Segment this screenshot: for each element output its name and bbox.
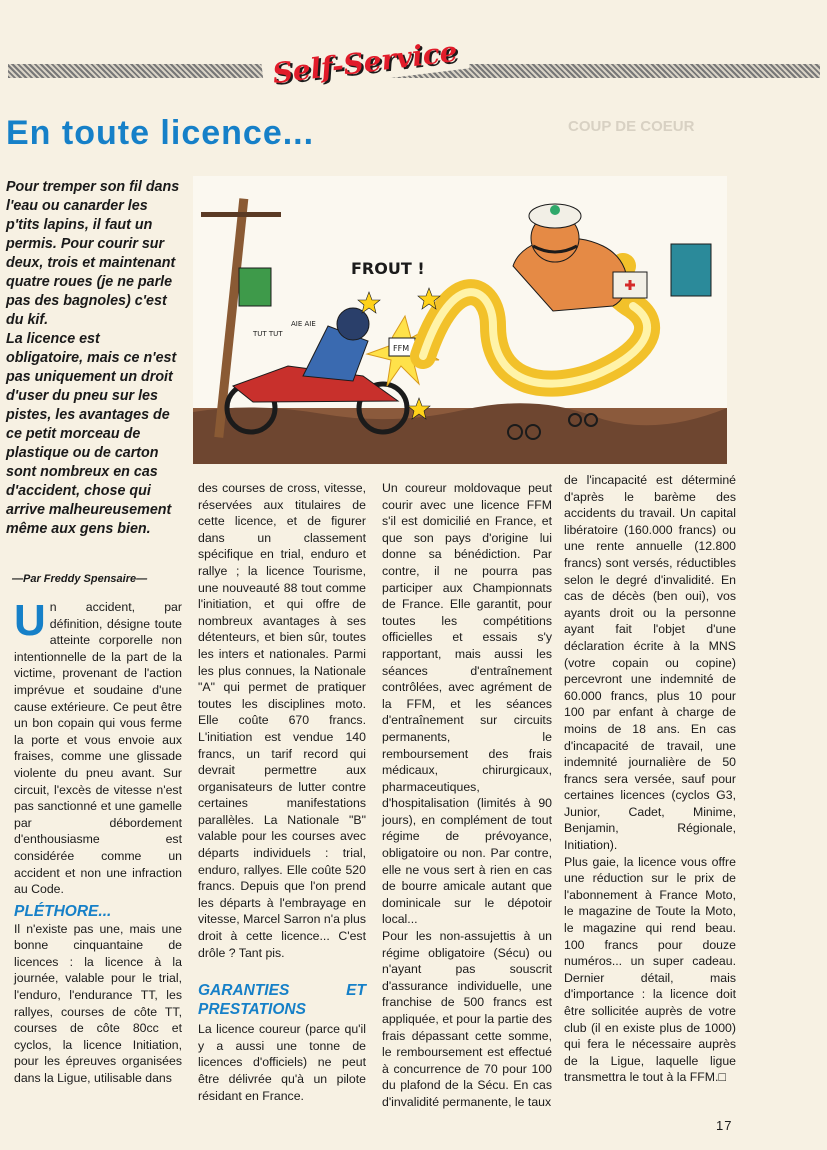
article-column-2 (198, 480, 366, 1104)
page-number: 17 (716, 1118, 733, 1133)
sound-effect-text: FROUT ! (351, 259, 425, 278)
intro-paragraph-1: Pour tremper son fil dans l'eau ou canarder les p'tits lapins, il faut un permis. Pour courir sur deux, trois et maintenant quatre roues (je ne parle pas des bagnoles) c'est du kif. (6, 179, 180, 328)
column-1-text-1: n accident, par définition, désigne toute atteinte corporelle non intentionnelle de la part de la victime, provenant de l'action imprévue et soudaine d'une cause extérieure. Ce peut être un bon copain qui vous ferme la porte et vous envoie aux fraises, comme une glissade violente du pneu avant. Sur circuit, l'excès de vitesse n'est pas sanctionné et une gamelle par débordement d'enthousiasme est considérée comme un accident et non une infraction au Code. (14, 600, 182, 897)
cartoon-illustration (193, 176, 727, 464)
end-of-article-mark: □ (718, 1070, 726, 1085)
column-4-paragraph-2 (564, 854, 736, 1086)
section-tag: Self-Service (261, 32, 470, 94)
article-column-3 (382, 480, 552, 1111)
subhead-garanties: GARANTIES ET PRESTATIONS (198, 982, 366, 1019)
article-title: En toute licence... (6, 114, 315, 152)
column-1-paragraph-2: Il n'existe pas une, mais une bonne cinquantaine de licences : la licence à la journée, valable pour le trial, l'enduro, l'endurance TT, les rallyes, courses de côte TT, courses de côte 80cc et cyclos, la licence Initiation, pour les épreuves organisées dans la Ligue, utilisable dans (14, 921, 182, 1086)
article-intro (6, 178, 180, 539)
column-3-paragraph-1: Un coureur moldovaque peut courir avec une licence FFM s'il est domicilié en France, et que son pays d'origine lui donne sa bénédiction. Par contre, il ne pourra pas participer aux Championnats de France. Elle garantit, pour toutes les compétitions officielles et essais s'y rapportant, mais aussi les séances d'entraînement contrôlées, avec agrément de la FFM, et les séances d'entraînement sur circuits permanents, le remboursement des frais médicaux, chirurgicaux, pharmaceutiques, d'hospitalisation (limités à 90 jours), en complément de tout régime de prévoyance, obligatoire ou non. Par contre, elle ne vous sert à rien en cas de bourre amicale autant que dominicale sur le dépotoir local... (382, 481, 552, 927)
tut-text: TUT TUT (253, 330, 283, 338)
column-2-paragraph-2: La licence coureur (parce qu'il y a aussi une tonne de licences d'officiels) ne peut être délivrée qu'à un pilote résidant en France. (198, 1022, 366, 1103)
article-column-1 (14, 596, 182, 1087)
article-column-4 (564, 472, 736, 1086)
column-1-paragraph-1 (14, 596, 182, 898)
byline: —Par Freddy Spensaire— (12, 573, 148, 585)
column-4-text-2: Plus gaie, la licence vous offre une réduction sur le prix de l'abonnement à France Moto, le magazine de Toute la Moto, le magazine qui rend beau. 100 francs pour douze numéros... un super cadeau. Dernier détail, mais d'importance : la licence doit être sollicitée auprès de votre club (il en existe plus de 1000) qui fera le nécessaire auprès de la Ligue, laquelle ligue transmettra le tout à la FFM. (564, 854, 736, 1085)
show-through-text: COUP DE COEUR (568, 118, 695, 135)
drop-cap: U (14, 596, 46, 645)
intro-paragraph-2: La licence est obligatoire, mais ce n'est pas uniquement un droit d'user du pneu sur les pistes, les avantages de ce petit morceau de plastique ou de carton sont nombreux en cas d'accident, chose qui arrive malheureusement même aux gens bien. (6, 331, 177, 537)
subhead-plethore: PLÉTHORE... (14, 902, 112, 920)
column-3-paragraph-2: Pour les non-assujettis à un régime obligatoire (Sécu) ou n'ayant pas souscrit d'assurance individuelle, une franchise de 500 francs est appliquée, et pour la partie des frais dépassant cette somme, le remboursement est effectué à concurrence de 70 pour 100 du plafond de la Sécu. En cas d'invalidité permanente, le taux (382, 929, 552, 1109)
aie-text: AIE AIE (291, 320, 316, 328)
licence-card-text: FFM (393, 344, 410, 353)
column-2-paragraph-1: des courses de cross, vitesse, réservées aux titulaires de cette licence, et de figurer dans un classement spécifique en trial, enduro et rallye ; la licence Tourisme, une nouveauté 88 tout comme l'initiation, et qui offre de nombreux avantages à ses détenteurs, et bien sûr, toutes les inters et nationales. Parmi les plus connues, la Nationale "A" qui permet de pratiquer toutes les disciplines moto. Elle coûte 670 francs. L'initiation est vendue 140 francs, un tarif record qui devrait permettre aux organisateurs de lutter contre certaines manifestations parallèles. La Nationale "B" valable pour les courses avec départs individuels : trial, enduro, rallyes. Elle coûte 520 francs. Depuis que l'on prend les départs à l'embrayage en vitesse, Marcel Sarron n'a plus droit à cette licence... C'est drôle ? Tant pis. (198, 481, 366, 960)
column-4-paragraph-1: de l'incapacité est déterminé d'après le barème des accidents du travail. Un capital libératoire (160.000 francs) ou une rente annuelle (12.800 francs) sont versés, réductibles selon le degré d'invalidité. En cas de décès (ben oui), vos ayants droit ou la personne ayant fait l'objet d'une déclaration écrite à la MNS (votre copain ou copine) percevront une indemnité de 60.000 francs, plus 10 pour 100 par enfant à charge de moins de 18 ans. En cas d'incapacité de travail, une indemnité journalière de 50 francs sera versée, sauf pour certaines licences (cyclos G3, Junior, Cadet, Minime, Benjamin, Régionale, Initiation). (564, 473, 736, 853)
